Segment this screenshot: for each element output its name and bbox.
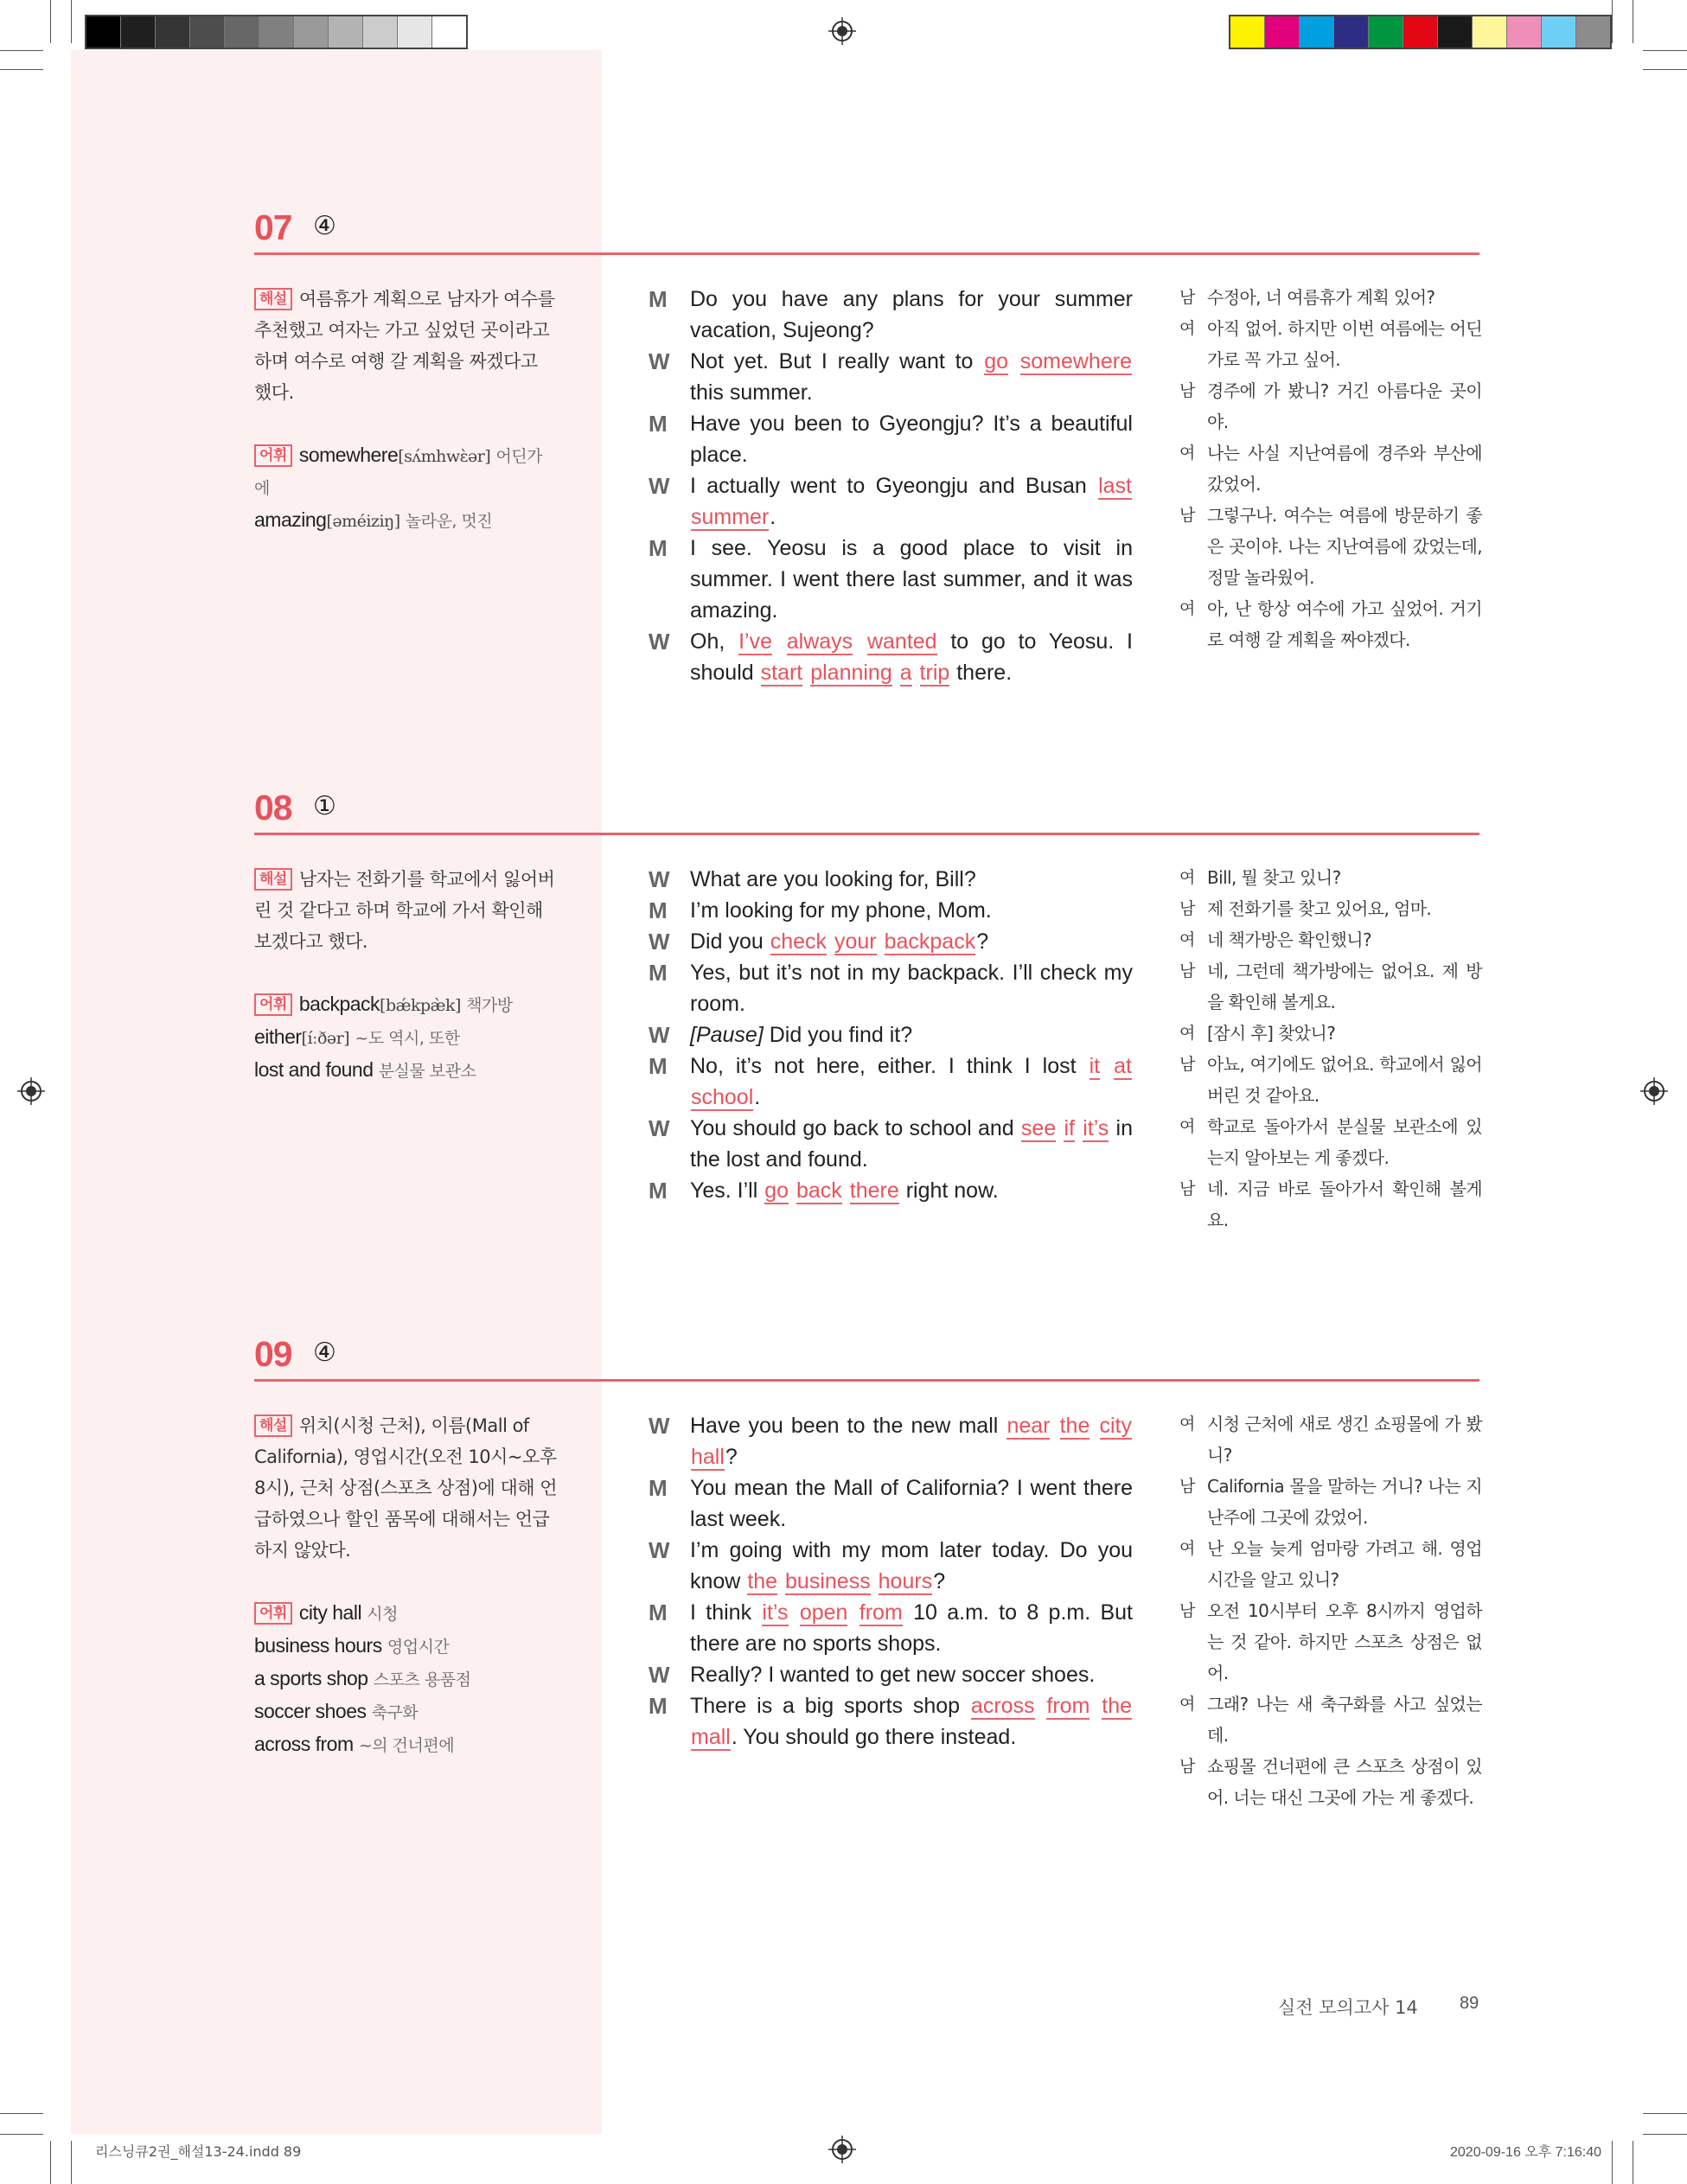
dialogue-text: I’m looking for my phone, Mom. [690,898,992,923]
explanation-tag: 해설 [254,868,292,891]
speaker-label: W [649,1662,670,1688]
blank-answer: always [786,629,853,654]
translation-text: 네. 지금 바로 돌아가서 확인해 볼게요. [1207,1178,1482,1230]
speaker-label: 여 [1179,1414,1195,1434]
dialogue-text: Do you have any plans for your summer vacation, Sujeong? [690,287,1133,342]
color-swatch [86,16,121,48]
crop-mark [0,50,43,51]
dialogue-script [649,1410,1133,1753]
translation-text: 쇼핑몰 건너편에 큰 스포츠 상점이 있어. 너는 대신 그곳에 가는 게 좋겠다. [1207,1756,1482,1808]
translation-line [1179,893,1482,924]
speaker-label: 남 [1179,288,1195,307]
blank-answer: it [1089,1054,1101,1078]
speaker-label: M [649,1600,668,1625]
color-swatch [1576,16,1610,48]
color-swatch [1473,16,1507,48]
speaker-label: 남 [1179,1055,1195,1074]
color-swatch [1265,16,1300,48]
vocab-item [254,1597,557,1630]
dialogue-line [649,1410,1133,1472]
speaker-label: W [649,1115,670,1141]
translation-text: 오전 10시부터 오후 8시까지 영업하는 것 같아. 하지만 스포츠 상점은 없어. [1207,1600,1482,1683]
vocab-list [254,1597,557,1761]
translation-line [1179,437,1482,500]
vocab-item [254,988,557,1021]
translation-line [1179,1111,1482,1173]
speaker-label: W [649,629,670,655]
dialogue-line [649,1690,1133,1753]
blank-answer: mall [691,1725,731,1749]
translation-text: 아뇨, 여기에도 없어요. 학교에서 잃어버린 것 같아요. [1207,1054,1482,1106]
color-swatch [1300,16,1334,48]
speaker-label: 남 [1179,961,1195,980]
color-swatch [1230,16,1265,48]
vocab-item [254,1630,557,1663]
translation-line [1179,313,1482,375]
vocab-item [254,1695,557,1728]
question-number: 08 [254,788,292,827]
vocab-item [254,504,557,537]
speaker-label: 남 [1179,381,1195,400]
registration-mark-icon [1640,1077,1668,1105]
dialogue-text: Have you been to the new mall near the city hall? [690,1414,1132,1469]
translation-line [1179,1751,1482,1813]
translation-line [1179,282,1482,313]
color-swatch [363,16,398,48]
speaker-label: M [649,286,668,312]
vocab-word: business hours [254,1634,382,1657]
vocab-meaning: ~도 역시, 또한 [355,1029,460,1048]
vocab-ipa: [íːðər] [301,1029,350,1048]
vocab-meaning: 시청 [367,1605,398,1624]
blank-answer: city [1099,1414,1132,1438]
blank-answer: trip [919,661,950,685]
dialogue-translation [1179,1408,1482,1813]
dialogue-text: No, it’s not here, either. I think I lost it at school. [690,1054,1132,1109]
speaker-label: 남 [1179,506,1195,525]
explanation-block [254,864,557,1087]
file-slug: 리스닝큐2권_해설13-24.indd 89 [95,2143,302,2160]
vocab-meaning: 분실물 보관소 [378,1062,476,1081]
dialogue-line [649,626,1133,688]
color-swatch [329,16,363,48]
blank-answer: backpack [884,929,976,954]
blank-answer: across [970,1694,1035,1718]
translation-line [1179,1689,1482,1751]
blank-answer: open [799,1600,848,1625]
dialogue-line [649,1019,1133,1050]
explanation-block [254,284,557,537]
blank-answer: it’s [762,1600,789,1625]
vocab-tag: 어휘 [254,993,292,1016]
color-swatch [225,16,259,48]
blank-answer: last [1098,474,1132,498]
speaker-label: M [649,1053,668,1079]
translation-text: 네, 그런데 책가방에는 없어요. 제 방을 확인해 볼게요. [1207,961,1482,1012]
speaker-label: 여 [1179,444,1195,463]
vocab-ipa: [sʌ́mhwɛ̀ər] [398,447,491,466]
crop-mark [0,69,43,70]
blank-answer: hours [878,1569,933,1593]
color-swatch [432,16,466,48]
speaker-label: M [649,897,668,923]
vocab-list [254,988,557,1087]
speaker-label: W [649,473,670,499]
dialogue-line [649,1597,1133,1659]
dialogue-text: What are you looking for, Bill? [690,867,976,891]
blank-answer: if [1064,1116,1075,1140]
dialogue-line [649,864,1133,895]
vocab-tag: 어휘 [254,1602,292,1625]
color-swatch [259,16,294,48]
crop-mark [1643,50,1687,51]
speaker-label: W [649,929,670,955]
translation-text: 그래? 나는 새 축구화를 사고 싶었는데. [1207,1694,1482,1746]
blank-answer: business [785,1569,871,1593]
answer-choice: ① [313,791,336,821]
registration-mark-icon [828,17,856,45]
gray-scale-bar [85,15,468,49]
speaker-label: M [649,1693,668,1719]
vocab-word: amazing [254,508,327,531]
answer-choice: ④ [313,211,336,241]
color-swatch [190,16,225,48]
vocab-word: across from [254,1733,354,1755]
translation-text: 학교로 돌아가서 분실물 보관소에 있는지 알아보는 게 좋겠다. [1207,1116,1482,1168]
crop-mark [0,2134,43,2135]
vocab-meaning: 축구화 [371,1703,419,1722]
crop-mark [1643,2113,1687,2114]
vocab-item [254,1728,557,1761]
color-swatch [1334,16,1369,48]
blank-answer: from [859,1600,903,1625]
vocab-meaning: ~의 건너편에 [358,1736,455,1755]
translation-line [1179,500,1482,593]
registration-mark-icon [17,1077,45,1105]
translation-text: [잠시 후] 찾았니? [1207,1023,1336,1044]
crop-mark [1643,2134,1687,2135]
speaker-label: W [649,348,670,374]
blank-answer: your [834,929,877,954]
blank-answer: go [984,349,1009,374]
dialogue-line [649,346,1133,408]
blank-answer: I’ve [738,629,772,654]
dialogue-text: I actually went to Gyeongju and Busan last summer. [690,474,1132,529]
dialogue-text: Have you been to Gyeongju? It’s a beautiful place. [690,412,1133,467]
vocab-meaning: 스포츠 용품점 [373,1670,471,1689]
translation-text: 아, 난 항상 여수에 가고 싶었어. 거기로 여행 갈 계획을 짜야겠다. [1207,598,1482,650]
translation-text: 난 오늘 늦게 엄마랑 가려고 해. 영업 시간을 알고 있니? [1207,1538,1482,1590]
translation-line [1179,1408,1482,1471]
blank-answer: somewhere [1019,349,1132,374]
speaker-label: 남 [1179,1757,1195,1776]
speaker-label: 여 [1179,868,1195,887]
color-swatch [121,16,156,48]
blank-answer: start [760,661,803,685]
registration-mark-icon [828,2136,856,2163]
dialogue-line [649,284,1133,346]
explanation-text: 남자는 전화기를 학교에서 잃어버린 것 같다고 하며 학교에 가서 확인해 보겠다고 했다. [254,869,555,952]
blank-answer: from [1046,1694,1090,1718]
blank-answer: a [899,661,912,685]
dialogue-line [649,926,1133,957]
crop-mark [50,2141,51,2184]
vocab-word: lost and found [254,1058,374,1081]
vocab-ipa: [bǽkpæ̀k] [380,996,461,1015]
speaker-label: 여 [1179,1539,1195,1558]
dialogue-text: Did you check your backpack? [690,929,989,954]
dialogue-line [649,1472,1133,1535]
vocab-meaning: 영업시간 [387,1638,450,1657]
vocab-meaning: 놀라운, 멋진 [405,512,493,531]
blank-answer: see [1020,1116,1057,1140]
dialogue-text: Yes. I’ll go back there right now. [690,1178,999,1203]
blank-answer: it’s [1083,1116,1109,1140]
color-swatch [1542,16,1576,48]
speaker-label: 여 [1179,1117,1195,1136]
speaker-label: M [649,960,668,986]
vocab-tag: 어휘 [254,444,292,467]
translation-line [1179,1595,1482,1689]
color-swatch [1403,16,1438,48]
vocab-word: somewhere [298,444,399,466]
translation-text: 네 책가방은 확인했니? [1207,929,1372,950]
speaker-label: 여 [1179,930,1195,949]
color-swatch [1438,16,1473,48]
speaker-label: W [649,1022,670,1048]
print-timestamp: 2020-09-16 오후 7:16:40 [1450,2145,1602,2160]
dialogue-line [649,957,1133,1019]
translation-line [1179,924,1482,955]
vocab-list [254,439,557,537]
dialogue-text: You should go back to school and see if it’s in the lost and found. [690,1116,1134,1172]
speaker-label: 여 [1179,1024,1195,1043]
dialogue-text: Not yet. But I really want to go somewhere this summer. [690,349,1132,405]
dialogue-text: Oh, I’ve always wanted to go to Yeosu. I should start planning a trip there. [690,629,1133,685]
translation-line [1179,1049,1482,1111]
blank-answer: school [691,1085,754,1109]
crop-mark [50,0,51,43]
blank-answer: at [1114,1054,1132,1078]
blank-answer: planning [810,661,892,685]
dialogue-line [649,1050,1133,1113]
vocab-word: backpack [298,993,380,1015]
blank-answer: near [1006,1414,1051,1438]
vocab-item [254,1021,557,1054]
dialogue-text: I think it’s open from 10 a.m. to 8 p.m. But there are no sports shops. [690,1600,1133,1656]
explanation-block [254,1410,557,1761]
vocab-meaning: 책가방 [466,996,513,1015]
translation-text: Bill, 뭘 찾고 있니? [1207,867,1341,888]
dialogue-line [649,470,1133,533]
blank-answer: the [1059,1414,1090,1438]
speaker-label: M [649,411,668,437]
running-footer-title: 실전 모의고사 14 [1278,1997,1418,2018]
speaker-label: 여 [1179,599,1195,618]
blank-answer: the [1102,1694,1133,1718]
dialogue-text: You mean the Mall of California? I went there last week. [690,1476,1133,1531]
dialogue-line [649,1659,1133,1690]
answer-choice: ④ [313,1338,336,1368]
speaker-label: 남 [1179,1477,1195,1496]
dialogue-translation [1179,282,1482,655]
blank-answer: go [764,1178,789,1203]
translation-line [1179,955,1482,1018]
translation-text: California 몰을 말하는 거니? 나는 지난주에 그곳에 갔었어. [1207,1476,1482,1528]
speaker-label: W [649,866,670,892]
speaker-label: M [649,1475,668,1501]
vocab-item [254,1663,557,1695]
translation-line [1179,1018,1482,1049]
vocab-word: city hall [298,1601,362,1624]
question-number: 07 [254,208,292,247]
dialogue-translation [1179,862,1482,1236]
vocab-item [254,1054,557,1087]
stage-direction: [Pause] [690,1023,764,1047]
speaker-label: 남 [1179,1179,1195,1198]
translation-text: 제 전화기를 찾고 있어요, 엄마. [1207,898,1432,919]
blank-answer: hall [691,1445,725,1469]
color-swatch [294,16,329,48]
dialogue-line [649,1535,1133,1597]
dialogue-text: Really? I wanted to get new soccer shoes. [690,1663,1096,1687]
speaker-label: M [649,535,668,561]
color-swatch [398,16,432,48]
page-number: 89 [1460,1994,1479,2013]
speaker-label: 남 [1179,1601,1195,1620]
dialogue-line [649,1175,1133,1206]
section-header [254,208,1479,255]
translation-text: 아직 없어. 하지만 이번 여름에는 어딘가로 꼭 가고 싶어. [1207,318,1482,370]
section-header [254,1334,1479,1382]
blank-answer: check [770,929,828,954]
explanation-text: 여름휴가 계획으로 남자가 여수를 추천했고 여자는 가고 싶었던 곳이라고 하며 여수로 여행 갈 계획을 짜겠다고 했다. [254,289,555,403]
dialogue-line [649,895,1133,926]
translation-text: 경주에 가 봤니? 거긴 아름다운 곳이야. [1207,380,1482,432]
speaker-label: M [649,1178,668,1204]
speaker-label: W [649,1537,670,1563]
translation-line [1179,593,1482,655]
crop-mark [1612,0,1613,43]
dialogue-text: There is a big sports shop across from the mall. You should go there instead. [690,1694,1133,1749]
translation-text: 수정아, 너 여름휴가 계획 있어? [1207,287,1435,308]
speaker-label: 여 [1179,1695,1195,1714]
crop-mark [71,0,72,43]
vocab-word: soccer shoes [254,1700,367,1722]
blank-answer: back [796,1178,842,1203]
blank-answer: there [849,1178,899,1203]
speaker-label: 여 [1179,319,1195,338]
dialogue-script [649,864,1133,1206]
section-header [254,788,1479,835]
dialogue-text: I’m going with my mom later today. Do you know the business hours? [690,1538,1133,1593]
dialogue-text: Yes, but it’s not in my backpack. I’ll check my room. [690,961,1133,1016]
vocab-ipa: [əméiziŋ] [326,512,400,531]
color-swatch [156,16,190,48]
dialogue-script [649,284,1133,688]
explanation-tag: 해설 [254,288,292,310]
dialogue-line [649,408,1133,470]
crop-mark [0,2113,43,2114]
translation-line [1179,1173,1482,1236]
dialogue-text: [Pause] Did you find it? [690,1023,913,1047]
question-number: 09 [254,1334,292,1374]
vocab-word: a sports shop [254,1667,368,1689]
vocab-word: either [254,1025,302,1048]
translation-text: 나는 사실 지난여름에 경주와 부산에 갔었어. [1207,443,1482,495]
dialogue-line [649,533,1133,626]
crop-mark [71,2141,72,2184]
crop-mark [1643,69,1687,70]
color-swatch [1507,16,1542,48]
translation-line [1179,375,1482,437]
translation-line [1179,1533,1482,1595]
color-bar [1229,15,1612,49]
blank-answer: wanted [866,629,937,654]
color-swatch [1369,16,1403,48]
translation-line [1179,1471,1482,1533]
blank-answer: summer [691,505,770,529]
blank-answer: the [747,1569,778,1593]
vocab-item [254,439,557,504]
vocab-meaning: 어딘가에 [254,447,542,498]
speaker-label: W [649,1413,670,1439]
speaker-label: 남 [1179,899,1195,918]
dialogue-line [649,1113,1133,1175]
crop-mark [1612,2141,1613,2184]
dialogue-text: I see. Yeosu is a good place to visit in summer. I went there last summer, and it was amazing. [690,536,1133,623]
explanation-tag: 해설 [254,1414,292,1437]
translation-text: 그렇구나. 여수는 여름에 방문하기 좋은 곳이야. 나는 지난여름에 갔었는데, 정말 놀라웠어. [1207,505,1482,588]
explanation-text: 위치(시청 근처), 이름(Mall of California), 영업시간(오전 10시~오후 8시), 근처 상점(스포츠 상점)에 대해 언급하였으나 할인 품목에 대해서는 언급하지 않았다. [254,1415,557,1561]
translation-text: 시청 근처에 새로 생긴 쇼핑몰에 가 봤니? [1207,1414,1482,1466]
translation-line [1179,862,1482,893]
